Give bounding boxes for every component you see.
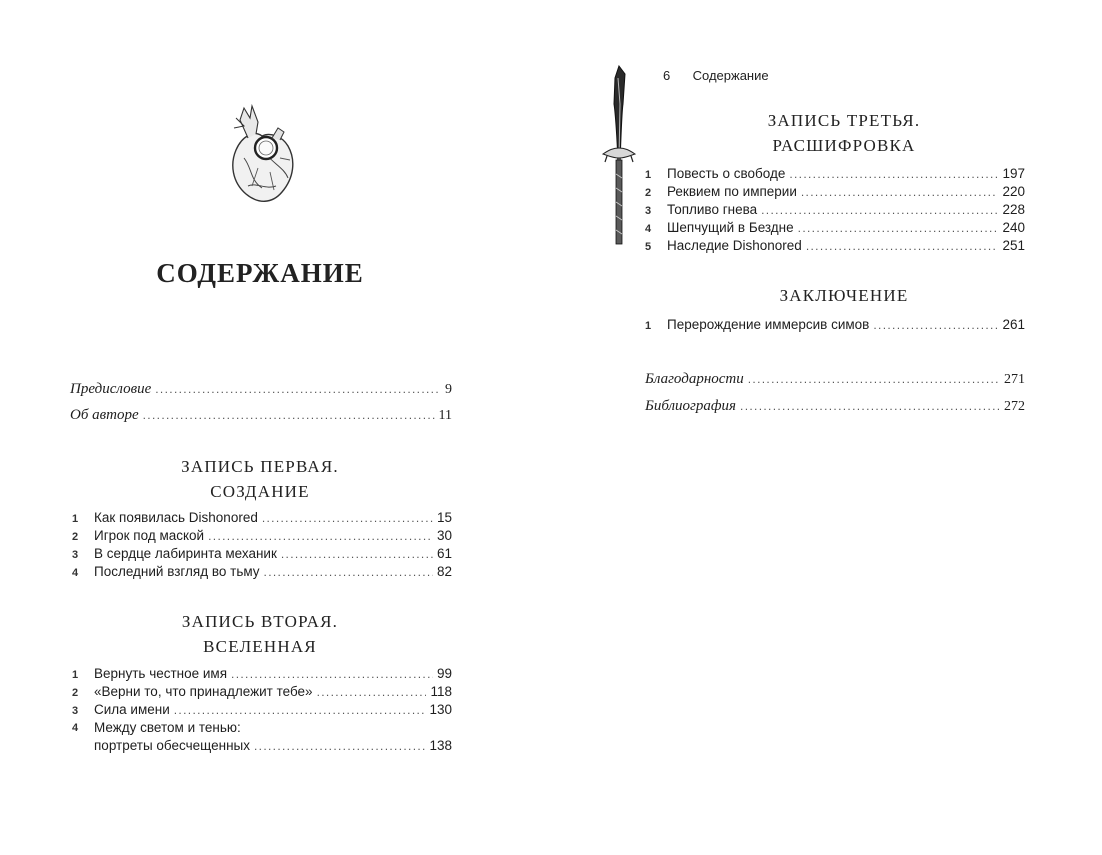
toc-label: Последний взгляд во тьму [94,564,260,579]
part-title-line: ЗАПИСЬ ТРЕТЬЯ. [767,111,921,130]
toc-label: Игрок под маской [94,528,205,543]
toc-page-number: 138 [429,738,452,753]
toc-row-acknowledgements[interactable] [645,370,1025,388]
toc-page-number: 251 [1002,238,1025,253]
part-title-3 [694,108,994,158]
toc-label: Предисловие [70,381,152,397]
toc-leader-dots [143,406,435,424]
toc-leader-dots [740,397,1000,415]
part-title-1 [110,454,410,504]
toc-page-number: 130 [429,702,452,717]
toc-leader-dots [231,665,433,683]
toc-leader-dots [262,509,433,527]
toc-leader-dots [254,737,425,755]
toc-number: 4 [645,223,652,235]
toc-label: Как появилась Dishonored [94,510,258,525]
part-title-line: ЗАПИСЬ ПЕРВАЯ. [181,457,339,476]
part-title-conclusion [694,283,994,308]
toc-number: 4 [72,567,79,579]
toc-label-line2 [94,737,452,755]
toc-label: Библиография [645,398,737,414]
toc-row[interactable] [645,165,1025,183]
toc-leader-dots [208,527,433,545]
toc-page-number: 197 [1002,166,1025,181]
toc-leader-dots [806,237,999,255]
toc-page-number: 272 [1004,399,1025,414]
toc-leader-dots [761,201,998,219]
toc-label: Благодарности [645,371,744,387]
toc-page-number: 240 [1002,220,1025,235]
toc-number: 3 [72,705,79,717]
toc-page-number: 11 [438,408,452,423]
toc-leader-dots [801,183,999,201]
toc-row[interactable] [72,509,452,527]
toc-row[interactable] [72,701,452,719]
toc-row[interactable] [72,527,452,545]
toc-label: Повесть о свободе [667,166,786,181]
toc-number: 2 [72,687,79,699]
toc-page-number: 261 [1002,317,1025,332]
toc-number: 1 [72,669,79,681]
toc-leader-dots [317,683,427,701]
toc-leader-dots [281,545,433,563]
toc-number: 2 [645,187,652,199]
toc-number: 4 [72,722,79,734]
toc-number: 1 [645,169,652,181]
part-title-line: СОЗДАНИЕ [210,482,310,501]
left-page [0,0,548,855]
toc-page-number: 118 [430,684,452,699]
toc-page-number: 9 [445,382,452,397]
running-head [663,68,769,83]
chapter-title: СОДЕРЖАНИЕ [156,258,364,288]
part-title-line: РАСШИФРОВКА [772,136,916,155]
toc-row[interactable] [645,183,1025,201]
toc-leader-dots [264,563,433,581]
toc-page-number: 271 [1004,372,1025,387]
toc-page-number: 228 [1002,202,1025,217]
toc-row[interactable] [72,545,452,563]
toc-number: 1 [645,320,652,332]
part-title-line: ЗАПИСЬ ВТОРАЯ. [181,612,339,631]
toc-label-line1: Между светом и тенью: [94,720,241,735]
toc-leader-dots [873,316,998,334]
toc-leader-dots [798,219,999,237]
toc-page-number: 15 [436,510,452,525]
toc-label: портреты обесчещенных [94,738,250,753]
toc-page-number: 61 [436,546,452,561]
toc-leader-dots [789,165,998,183]
toc-row[interactable] [72,563,452,581]
toc-label: Шепчущий в Бездне [667,220,794,235]
toc-label: Сила имени [94,702,170,717]
toc-label: Об авторе [70,407,139,423]
part-title-2 [110,609,410,659]
toc-row[interactable] [72,665,452,683]
toc-label: «Верни то, что принадлежит тебе» [94,684,313,699]
part-title-line: ВСЕЛЕННАЯ [203,637,317,656]
toc-label: Топливо гнева [667,202,758,217]
toc-row-preface[interactable] [70,380,452,398]
toc-number: 1 [72,513,79,525]
toc-label: Реквием по империи [667,184,797,199]
toc-label: Вернуть честное имя [94,666,228,681]
toc-label: В сердце лабиринта механик [94,546,277,561]
toc-row-multiline[interactable] [72,719,452,755]
toc-row[interactable] [645,201,1025,219]
part-title-line: ЗАКЛЮЧЕНИЕ [779,286,909,305]
toc-number: 3 [72,549,79,561]
blade-icon [601,64,637,250]
toc-leader-dots [174,701,426,719]
toc-row[interactable] [645,316,1025,334]
toc-page-number: 30 [436,528,452,543]
toc-number: 3 [645,205,652,217]
toc-row-bibliography[interactable] [645,397,1025,415]
toc-number: 5 [645,241,652,253]
toc-page-number: 220 [1002,184,1025,199]
toc-row[interactable] [72,683,452,701]
toc-row[interactable] [645,237,1025,255]
toc-label: Перерождение иммерсив симов [667,317,870,332]
running-head-title: Содержание [692,68,769,83]
toc-row[interactable] [645,219,1025,237]
toc-page-number: 82 [436,564,452,579]
toc-page-number: 99 [436,666,452,681]
toc-leader-dots [748,370,1000,388]
toc-label: Наследие Dishonored [667,238,802,253]
right-page [549,0,1102,855]
mechanical-heart-icon [222,98,302,208]
running-head-page-number: 6 [663,68,671,83]
toc-row-about-author[interactable] [70,406,452,424]
toc-number: 2 [72,531,79,543]
toc-leader-dots [155,380,441,398]
